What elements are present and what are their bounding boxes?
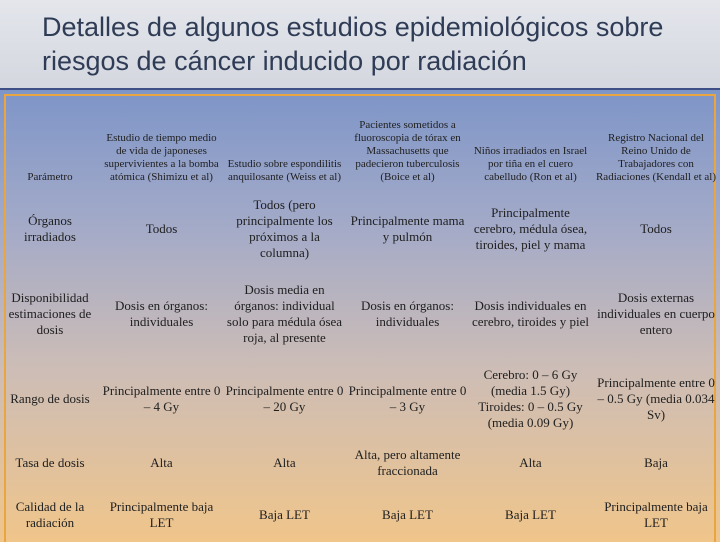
table-cell: Alta	[150, 455, 173, 470]
header-row	[0, 90, 720, 190]
table-cell: Dosis media en órganos: individual solo para médula ósea roja, al presente	[226, 282, 343, 345]
table-cell: Principalmente cerebro, médula ósea, tiroides, piel y mama	[473, 205, 588, 252]
header-cell-shimizu: Estudio de tiempo medio de vida de japoneses supervivientes a la bomba atómica (Shimizu et al)	[104, 132, 219, 183]
title-area	[0, 0, 720, 88]
table-cell: Baja LET	[382, 507, 433, 522]
header-cell-parametro: Parámetro	[27, 171, 73, 183]
table-cell: Alta, pero altamente fraccionada	[354, 447, 461, 478]
table-panel	[0, 88, 720, 542]
table-cell: Principalmente entre 0 – 0.5 Gy (media 0.034 Sv)	[597, 375, 715, 422]
row-label: Órganos irradiados	[24, 213, 76, 244]
table-cell: Baja	[644, 455, 668, 470]
header-cell-kendall: Registro Nacional del Reino Unido de Trabajadores con Radiaciones (Kendall et al)	[595, 132, 717, 183]
table-cell: Principalmente entre 0 – 4 Gy	[102, 383, 221, 414]
table-cell: Principalmente entre 0 – 3 Gy	[348, 383, 467, 414]
table-cell: Alta	[519, 455, 542, 470]
table-cell: Baja LET	[259, 507, 310, 522]
table-row	[0, 488, 720, 542]
table-cell: Dosis en órganos: individuales	[115, 298, 208, 329]
table-row	[0, 360, 720, 438]
table-cell: Principalmente entre 0 – 20 Gy	[225, 383, 344, 414]
header-cell-boice: Pacientes sometidos a fluoroscopia de tórax en Massachusetts que padecieron tuberculosis (Boice et al)	[354, 119, 461, 183]
header-cell-weiss: Estudio sobre espondilitis anquilosante (Weiss et al)	[227, 158, 342, 183]
table-cell: Todos	[640, 221, 672, 236]
table-cell: Dosis en órganos: individuales	[361, 298, 454, 329]
table-row	[0, 438, 720, 488]
table-cell: Baja LET	[505, 507, 556, 522]
table-cell: Dosis externas individuales en cuerpo entero	[597, 290, 715, 337]
table-cell: Principalmente baja LET	[109, 499, 214, 530]
table-cell: Todos (pero principalmente los próximos a la columna)	[236, 197, 333, 260]
table-cell: Cerebro: 0 – 6 Gy (media 1.5 Gy) Tiroides: 0 – 0.5 Gy (media 0.09 Gy)	[478, 367, 583, 430]
header-cell-ron: Niños irradiados en Israel por tiña en el cuero cabelludo (Ron et al)	[473, 145, 588, 183]
table-cell: Alta	[273, 455, 296, 470]
table-cell: Principalmente baja LET	[604, 499, 708, 530]
row-label: Calidad de la radiación	[15, 499, 85, 530]
table-cell: Principalmente mama y pulmón	[350, 213, 465, 244]
table-cell: Todos	[145, 221, 178, 236]
row-label: Disponibilidad estimaciones de dosis	[8, 290, 92, 337]
table-row	[0, 268, 720, 360]
row-label: Tasa de dosis	[15, 455, 85, 470]
studies-table	[0, 90, 720, 542]
page-title: Detalles de algunos estudios epidemiológicos sobre riesgos de cáncer inducido por radiación	[42, 12, 664, 76]
row-label: Rango de dosis	[10, 391, 90, 406]
table-cell: Dosis individuales en cerebro, tiroides y piel	[472, 298, 589, 329]
table-row	[0, 190, 720, 268]
